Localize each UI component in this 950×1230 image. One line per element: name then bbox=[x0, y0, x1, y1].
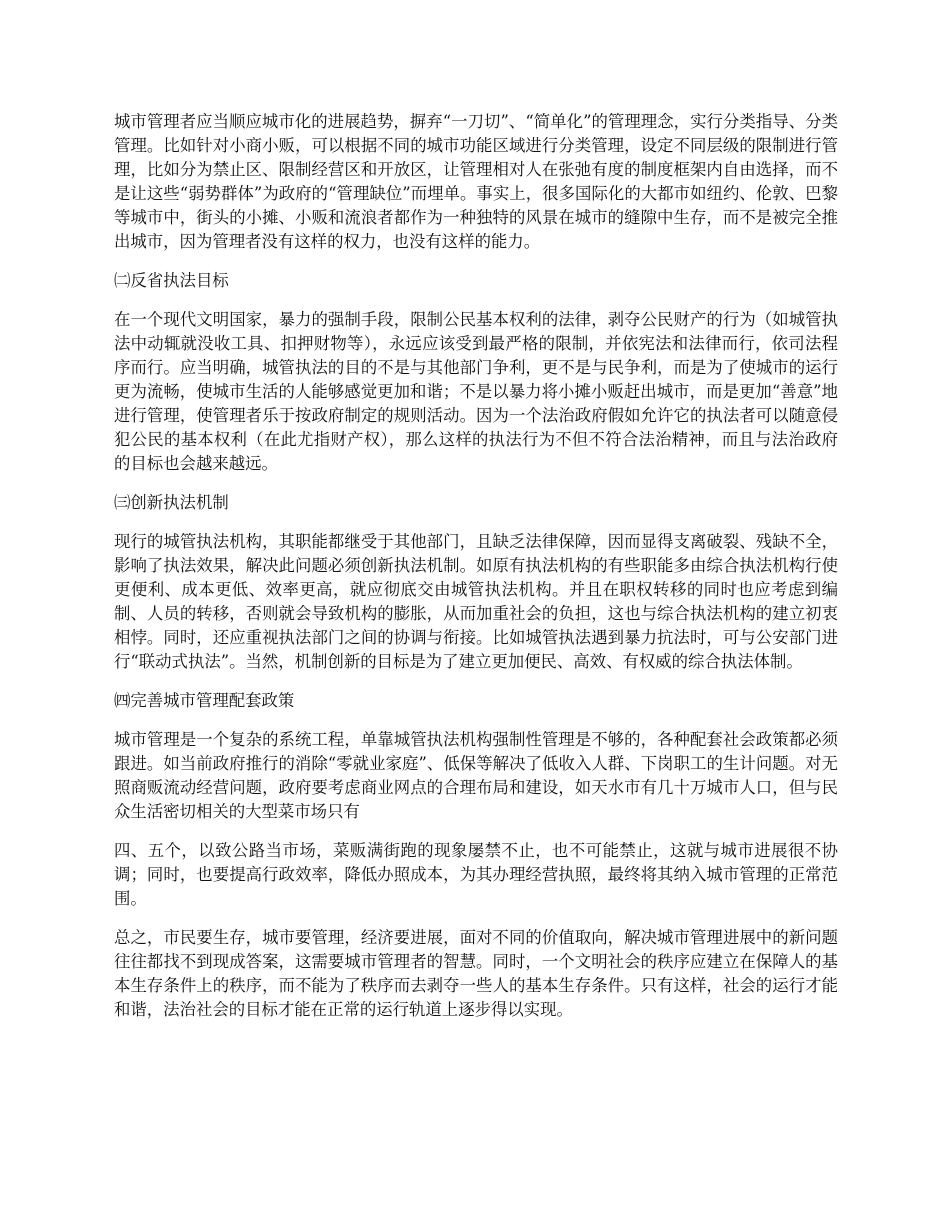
paragraph-enforcement-mechanism: 现行的城管执法机构，其职能都继受于其他部门，且缺乏法律保障，因而显得支离破裂、残缺不全，影响了执法效果，解决此问题必须创新执法机制。如原有执法机构的有些职能多由综合执法机构行使更便利、成本更低、效率更高，就应彻底交由城管执法机构。并且在职权转移的同时也应考虑到编制、人员的转移，否则就会导致机构的膨胀，从而加重社会的负担，这也与综合执法机构的建立初衷相悖。同时，还应重视执法部门之间的协调与衔接。比如城管执法遇到暴力抗法时，可与公安部门进行“联动式执法”。当然，机制创新的目标是为了建立更加便民、高效、有权威的综合执法体制。 bbox=[114, 532, 838, 671]
section-heading-supporting-policies: ㈣完善城市管理配套政策 bbox=[114, 691, 295, 710]
paragraph-supporting-policies-continued: 四、五个，以致公路当市场，菜贩满街跑的现象屡禁不止，也不可能禁止，这就与城市进展很不协调；同时，也要提高行政效率，降低办照成本，为其办理经营执照，最终将其纳入城市管理的正常范围。 bbox=[114, 841, 838, 908]
section-heading-law-enforcement-goals: ㈡反省执法目标 bbox=[114, 271, 229, 290]
paragraph-conclusion: 总之，市民要生存，城市要管理，经济要进展，面对不同的价值取向，解决城市管理进展中的新问题往往都找不到现成答案，这需要城市管理者的智慧。同时，一个文明社会的秩序应建立在保障人的基本生存条件上的秩序，而不能为了秩序而去剥夺一些人的基本生存条件。只有这样，社会的运行才能和谐，法治社会的目标才能在正常的运行轨道上逐步得以实现。 bbox=[114, 928, 838, 1019]
paragraph-law-enforcement-goals: 在一个现代文明国家，暴力的强制手段，限制公民基本权利的法律，剥夺公民财产的行为（如城管执法中动辄就没收工具、扣押财物等），永远应该受到最严格的限制，并依宪法和法律而行，依司法程序而行。应当明确，城管执法的目的不是与其他部门争利，更不是与民争利，而是为了使城市的运行更为流畅，使城市生活的人能够感觉更加和谐；不是以暴力将小摊小贩赶出城市，而是更加“善意”地进行管理，使管理者乐于按政府制定的规则活动。因为一个法治政府假如允许它的执法者可以随意侵犯公民的基本权利（在此尤指财产权），那么这样的执法行为不但不符合法治精神，而且与法治政府的目标也会越来越远。 bbox=[114, 310, 838, 473]
paragraph-classified-management: 城市管理者应当顺应城市化的进展趋势，摒弃“一刀切”、“简单化”的管理理念，实行分类指导、分类管理。比如针对小商小贩，可以根据不同的城市功能区域进行分类管理，设定不同层级的限制进行管理，比如分为禁止区、限制经营区和开放区，让管理相对人在张弛有度的制度框架内自由选择，而不是让这些“弱势群体”为政府的“管理缺位”而埋单。事实上，很多国际化的大都市如纽约、伦敦、巴黎等城市中，街头的小摊、小贩和流浪者都作为一种独特的风景在城市的缝隙中生存，而不是被完全推出城市，因为管理者没有这样的权力，也没有这样的能力。 bbox=[114, 112, 838, 251]
document-body bbox=[114, 110, 838, 1037]
paragraph-supporting-policies: 城市管理是一个复杂的系统工程，单靠城管执法机构强制性管理是不够的，各种配套社会政策都必须跟进。如当前政府推行的消除“零就业家庭”、低保等解决了低收入人群、下岗职工的生计问题。对无照商贩流动经营问题，政府要考虑商业网点的合理布局和建设，如天水市有几十万城市人口，但与民众生活密切相关的大型菜市场只有 bbox=[114, 730, 838, 821]
section-heading-enforcement-mechanism: ㈢创新执法机制 bbox=[114, 493, 229, 512]
